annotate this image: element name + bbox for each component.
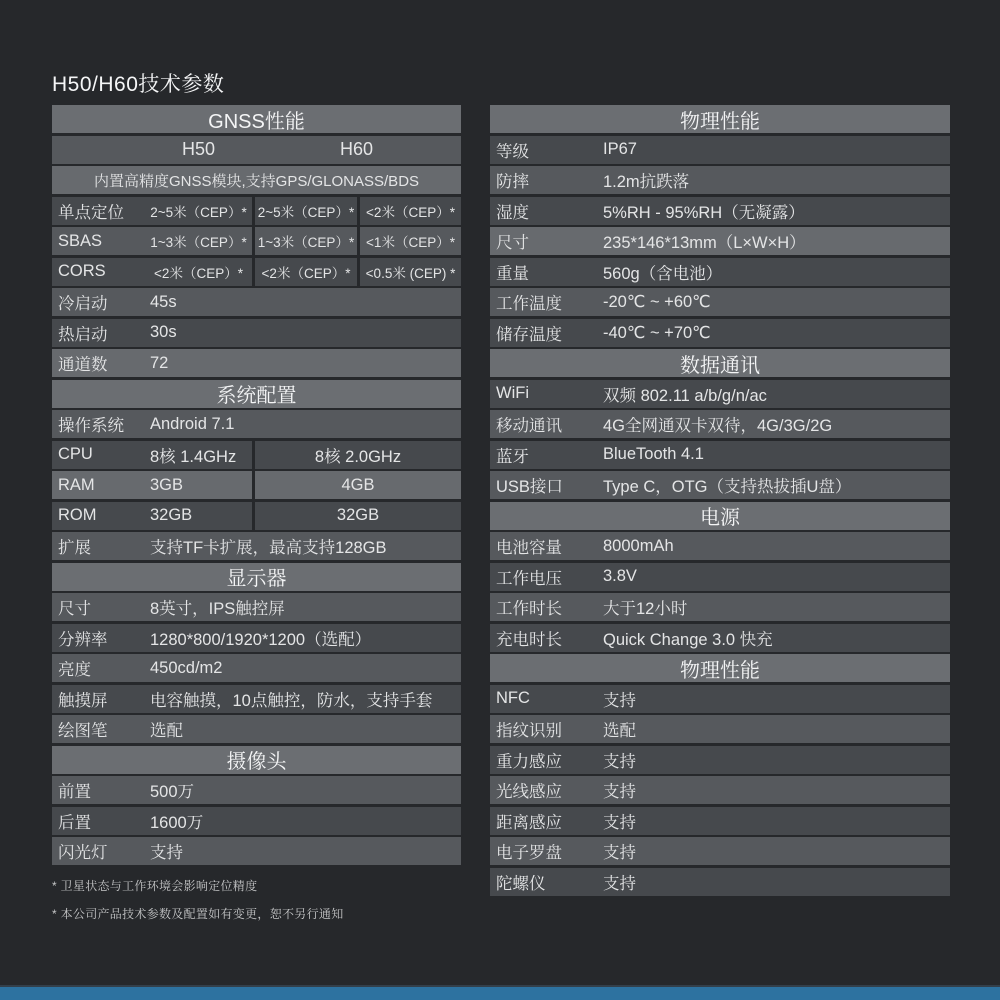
spec-row xyxy=(52,502,461,530)
spec-row xyxy=(490,807,950,835)
spec-row xyxy=(52,776,461,804)
spec-label: SBAS xyxy=(58,231,103,250)
spec-value: 3.8V xyxy=(603,567,637,585)
spec-row xyxy=(490,746,950,774)
spec-value: 大于12小时 xyxy=(603,600,688,618)
spec-label: 扩展 xyxy=(58,539,91,557)
spec-value: 1600万 xyxy=(150,813,204,832)
spec-row xyxy=(490,563,950,591)
spec-label: 分辨率 xyxy=(58,630,108,649)
spec-label: 工作温度 xyxy=(496,295,562,313)
spec-value: 双频 802.11 a/b/g/n/ac xyxy=(603,386,767,405)
spec-value: 500万 xyxy=(150,783,195,801)
spec-row xyxy=(52,197,461,225)
spec-value: 支持 xyxy=(603,874,636,893)
spec-value: 3GB xyxy=(150,475,184,494)
section-header-row xyxy=(52,105,461,133)
spec-row xyxy=(52,441,461,469)
section-header-row xyxy=(52,380,461,408)
spec-value: 选配 xyxy=(603,722,636,740)
spec-label: 等级 xyxy=(496,142,529,161)
spec-note: 内置高精度GNSS模块,支持GPS/GLONASS/BDS xyxy=(93,172,420,190)
spec-value: -40℃ ~ +70℃ xyxy=(603,323,711,342)
spec-value: 支持 xyxy=(603,783,636,801)
spec-row xyxy=(52,593,461,621)
spec-row xyxy=(490,837,950,865)
spec-label: 冷启动 xyxy=(58,295,108,313)
spec-value: <2米（CEP）* xyxy=(252,258,357,286)
section-header-row xyxy=(490,502,950,530)
spec-label: 距离感应 xyxy=(496,813,562,832)
spec-label: 工作时长 xyxy=(496,600,562,618)
footnote-disclaimer: * 本公司产品技术参数及配置如有变更，恕不另行通知 xyxy=(52,907,344,921)
spec-value: 8英寸，IPS触控屏 xyxy=(150,600,285,618)
spec-label: 绘图笔 xyxy=(58,722,108,740)
section-header-label: 摄像头 xyxy=(226,751,287,773)
spec-row xyxy=(52,319,461,347)
bottom-accent-bar xyxy=(0,985,1000,1000)
right-spec-table xyxy=(490,105,950,898)
spec-label: 重量 xyxy=(496,264,529,283)
spec-row xyxy=(490,868,950,896)
spec-label: 闪光灯 xyxy=(58,844,108,862)
spec-value: -20℃ ~ +60℃ xyxy=(603,293,711,311)
spec-value: 支持 xyxy=(603,813,636,832)
spec-value: 32GB xyxy=(150,506,193,524)
spec-label: 亮度 xyxy=(58,661,91,679)
spec-value: IP67 xyxy=(603,140,637,158)
spec-label: RAM xyxy=(58,475,95,494)
spec-label: 重力感应 xyxy=(496,752,562,771)
spec-label: NFC xyxy=(496,689,530,707)
spec-value: 8核 2.0GHz xyxy=(252,441,461,469)
spec-label: 防摔 xyxy=(496,173,529,191)
spec-label: 光线感应 xyxy=(496,783,562,801)
spec-row xyxy=(490,715,950,743)
spec-label: 通道数 xyxy=(58,356,108,374)
spec-label: CPU xyxy=(58,445,93,463)
spec-row xyxy=(52,471,461,499)
spec-value: 支持 xyxy=(603,752,636,771)
spec-label: ROM xyxy=(58,506,97,524)
section-header-label: 数据通讯 xyxy=(680,354,760,377)
section-header-label: 系统配置 xyxy=(216,385,297,407)
spec-row xyxy=(490,441,950,469)
spec-value: 支持 xyxy=(603,691,636,710)
spec-value: 1280*800/1920*1200（选配） xyxy=(150,630,372,649)
spec-value: 支持TF卡扩展，最高支持128GB xyxy=(150,539,387,557)
spec-value: <2米（CEP）* xyxy=(357,197,461,225)
spec-value: 30s xyxy=(150,323,177,341)
spec-value: 5%RH - 95%RH（无凝露） xyxy=(603,203,805,222)
spec-value: 选配 xyxy=(150,722,183,740)
spec-value: <2米（CEP）* xyxy=(154,265,243,281)
section-header-label: 电源 xyxy=(700,507,740,529)
footnotes xyxy=(52,877,461,922)
spec-label: 触摸屏 xyxy=(58,691,108,710)
spec-value: Quick Change 3.0 快充 xyxy=(603,630,773,649)
spec-row xyxy=(490,593,950,621)
spec-value: 560g（含电池） xyxy=(603,264,723,283)
spec-row xyxy=(52,349,461,377)
spec-value: 1~3米（CEP）* xyxy=(150,235,247,250)
spec-value: BlueTooth 4.1 xyxy=(603,445,704,463)
spec-value: 8000mAh xyxy=(603,536,674,555)
spec-label: 工作电压 xyxy=(496,569,562,588)
spec-row xyxy=(52,227,461,255)
spec-row xyxy=(490,258,950,286)
spec-label: 移动通讯 xyxy=(496,417,562,435)
section-header-row xyxy=(52,746,461,774)
spec-row xyxy=(52,166,461,194)
section-header-row xyxy=(52,563,461,591)
spec-row xyxy=(52,410,461,438)
spec-value: <0.5米 (CEP) * xyxy=(357,258,461,286)
spec-row xyxy=(52,685,461,713)
spec-row xyxy=(490,532,950,560)
spec-row xyxy=(52,837,461,865)
spec-row xyxy=(490,136,950,164)
section-header-row xyxy=(490,349,950,377)
spec-row xyxy=(52,258,461,286)
spec-label: 尺寸 xyxy=(58,600,91,618)
spec-row xyxy=(52,807,461,835)
spec-row xyxy=(490,410,950,438)
spec-value: 32GB xyxy=(252,502,461,530)
model-h60-label: H60 xyxy=(339,139,374,159)
spec-value: 450cd/m2 xyxy=(150,658,223,677)
spec-label: 指纹识别 xyxy=(496,722,562,740)
spec-value: 1.2m抗跌落 xyxy=(603,173,690,191)
spec-row xyxy=(490,776,950,804)
section-header-label: 显示器 xyxy=(226,568,287,590)
section-header-row xyxy=(490,654,950,682)
spec-row xyxy=(52,288,461,316)
spec-value: 8核 1.4GHz xyxy=(150,447,237,466)
spec-label: 电池容量 xyxy=(496,539,562,557)
spec-row xyxy=(490,288,950,316)
spec-label: 储存温度 xyxy=(496,325,562,344)
spec-row xyxy=(52,624,461,652)
spec-label: 充电时长 xyxy=(496,630,562,649)
spec-label: 湿度 xyxy=(496,203,529,222)
spec-value: 2~5米（CEP）* xyxy=(150,204,247,220)
spec-row xyxy=(52,715,461,743)
spec-value: Type C，OTG（支持热拔插U盘） xyxy=(603,478,852,496)
spec-label: WiFi xyxy=(496,384,529,402)
spec-value: 235*146*13mm（L×W×H） xyxy=(603,234,806,252)
spec-row xyxy=(52,654,461,682)
spec-row xyxy=(52,532,461,560)
spec-label: 单点定位 xyxy=(58,203,124,222)
spec-row xyxy=(490,166,950,194)
spec-value: 电容触摸，10点触控，防水，支持手套 xyxy=(150,691,433,710)
spec-value: 支持 xyxy=(150,844,183,862)
spec-label: 操作系统 xyxy=(58,417,124,435)
spec-value: 1~3米（CEP）* xyxy=(252,227,357,255)
section-header-label: 物理性能 xyxy=(680,110,760,133)
spec-label: 后置 xyxy=(58,813,91,832)
spec-value: 72 xyxy=(150,353,169,372)
spec-row xyxy=(490,380,950,408)
spec-value: 45s xyxy=(150,292,177,311)
spec-label: CORS xyxy=(58,262,106,280)
footnote-accuracy: * 卫星状态与工作环境会影响定位精度 xyxy=(52,879,258,893)
spec-label: 陀螺仪 xyxy=(496,874,546,893)
spec-label: 电子罗盘 xyxy=(496,844,562,862)
spec-row xyxy=(490,319,950,347)
section-header-label: GNSS性能 xyxy=(208,110,305,133)
spec-label: 尺寸 xyxy=(496,234,529,252)
spec-row xyxy=(490,685,950,713)
spec-row xyxy=(490,227,950,255)
left-spec-table xyxy=(52,105,461,933)
spec-label: USB接口 xyxy=(496,478,563,496)
spec-row xyxy=(490,197,950,225)
spec-label: 热启动 xyxy=(58,325,108,344)
spec-row xyxy=(52,136,461,164)
spec-value: Android 7.1 xyxy=(150,414,235,433)
model-spacer xyxy=(52,136,145,164)
spec-row xyxy=(490,624,950,652)
spec-value: 2~5米（CEP）* xyxy=(252,197,357,225)
spec-label: 前置 xyxy=(58,783,91,801)
page-title: H50/H60技术参数 xyxy=(52,73,225,96)
section-header-row xyxy=(490,105,950,133)
spec-label: 蓝牙 xyxy=(496,447,529,466)
spec-value: 支持 xyxy=(603,844,636,862)
spec-row xyxy=(490,471,950,499)
spec-value: 4GB xyxy=(252,471,461,499)
model-h50-label: H50 xyxy=(181,139,216,159)
spec-value: <1米（CEP）* xyxy=(357,227,461,255)
spec-value: 4G全网通双卡双待，4G/3G/2G xyxy=(603,417,833,435)
section-header-label: 物理性能 xyxy=(680,659,760,682)
